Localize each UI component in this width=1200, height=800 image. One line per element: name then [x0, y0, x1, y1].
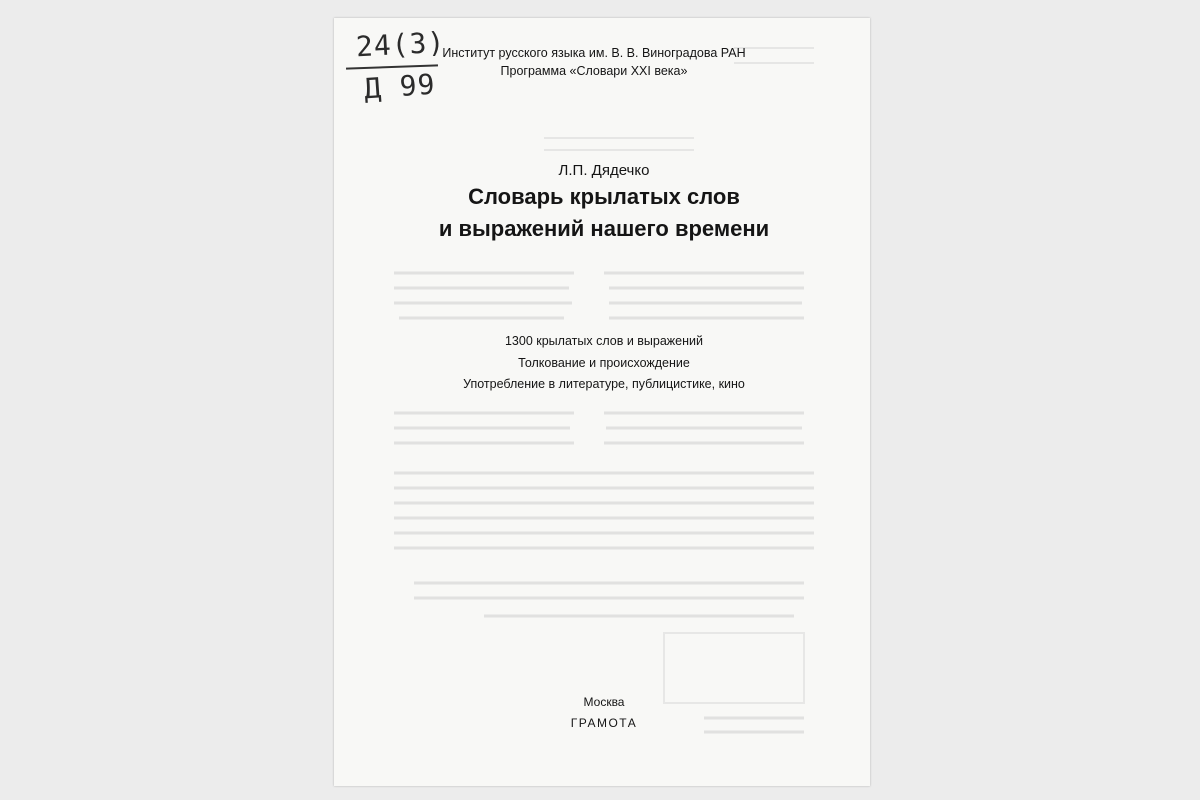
shelfmark-top: 24(3) — [355, 25, 447, 64]
program-name: Программа «Словари XXI века» — [500, 64, 688, 78]
imprint-city: Москва — [583, 695, 625, 709]
book-title-line-1: Словарь крылатых слов — [468, 184, 740, 209]
author-name: Л.П. Дядечко — [558, 162, 650, 179]
institute-name: Институт русского языка им. В. В. Виноградова РАН — [442, 46, 746, 60]
title-page — [334, 18, 870, 786]
description-line-1: 1300 крылатых слов и выражений — [504, 334, 703, 348]
description-line-2: Толкование и происхождение — [518, 356, 690, 370]
book-title-line-2: и выражений нашего времени — [438, 216, 770, 241]
imprint-publisher: ГРАМОТА — [570, 716, 638, 730]
shelfmark-bottom: Д 99 — [362, 67, 437, 106]
description-line-3: Употребление в литературе, публицистике, кино — [463, 377, 745, 391]
bleed-through-texture — [334, 18, 870, 786]
